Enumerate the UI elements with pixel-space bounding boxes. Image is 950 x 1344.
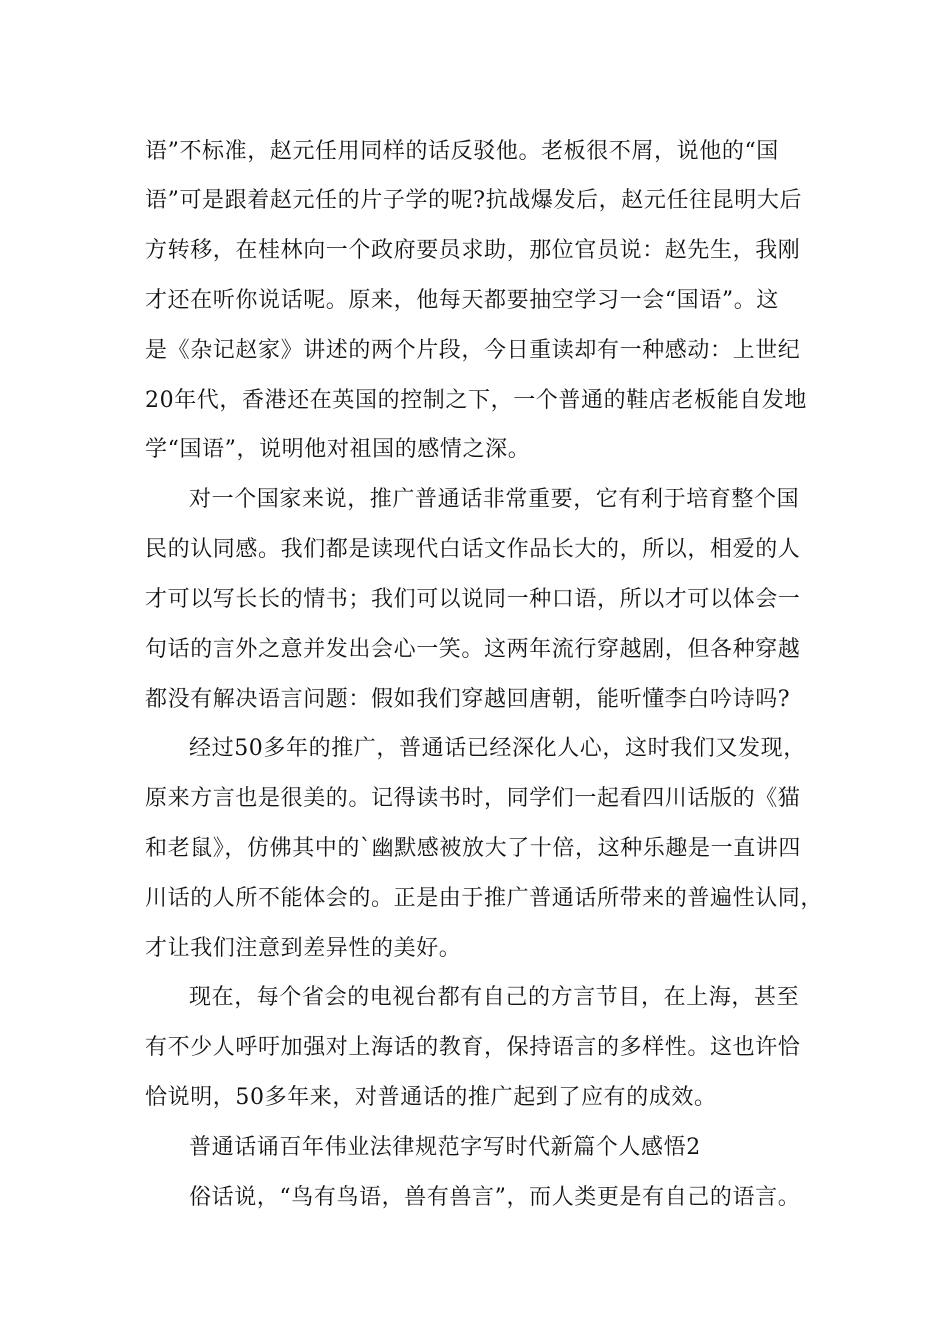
text-line: 才可以写长长的情书；我们可以说同一种口语，所以才可以体会一 (145, 587, 801, 612)
text-line: 才还在听你说话呢。原来，他每天都要抽空学习一会“国语”。这 (145, 288, 779, 313)
text-line: 恰说明，50多年来，对普通话的推广起到了应有的成效。 (145, 1085, 717, 1110)
text-line: 对一个国家来说，推广普通话非常重要，它有利于培育整个国 (189, 487, 800, 512)
text-line: 现在，每个省会的电视台都有自己的方言节目，在上海，甚至 (189, 985, 800, 1010)
text-line: 经过50多年的推广，普通话已经深化人心，这时我们又发现， (189, 736, 806, 761)
text-line: 原来方言也是很美的。记得读书时，同学们一起看四川话版的《猫 (145, 786, 801, 811)
text-line: 句话的言外之意并发出会心一笑。这两年流行穿越剧，但各种穿越 (145, 637, 801, 662)
text-line: 方转移，在桂林向一个政府要员求助，那位官员说：赵先生，我刚 (145, 238, 801, 263)
text-line: 川话的人所不能体会的。正是由于推广普通话所带来的普遍性认同， (145, 886, 824, 911)
text-line: 和老鼠》，仿佛其中的`幽默感被放大了十倍，这种乐趣是一直讲四 (145, 836, 802, 861)
text-line: 是《杂记赵家》讲述的两个片段，今日重读却有一种感动：上世纪 (145, 338, 801, 363)
text-line: 学“国语”，说明他对祖国的感情之深。 (145, 437, 531, 462)
text-line: 有不少人呼吁加强对上海话的教育，保持语言的多样性。这也许恰 (145, 1035, 801, 1060)
text-line: 俗话说，“鸟有鸟语，兽有兽言”，而人类更是有自己的语言。 (189, 1185, 801, 1210)
text-line: 都没有解决语言问题：假如我们穿越回唐朝，能听懂李白吟诗吗? (145, 687, 791, 712)
text-line: 民的认同感。我们都是读现代白话文作品长大的，所以，相爱的人 (145, 537, 801, 562)
text-line: 才让我们注意到差异性的美好。 (145, 936, 462, 961)
section-heading: 普通话诵百年伟业法律规范字写时代新篇个人感悟2 (189, 1135, 701, 1160)
text-line: 语”可是跟着赵元任的片子学的呢?抗战爆发后，赵元任往昆明大后 (145, 188, 803, 213)
text-line: 语”不标准，赵元任用同样的话反驳他。老板很不屑，说他的“国 (145, 139, 779, 164)
text-line: 20年代，香港还在英国的控制之下，一个普通的鞋店老板能自发地 (145, 388, 807, 413)
